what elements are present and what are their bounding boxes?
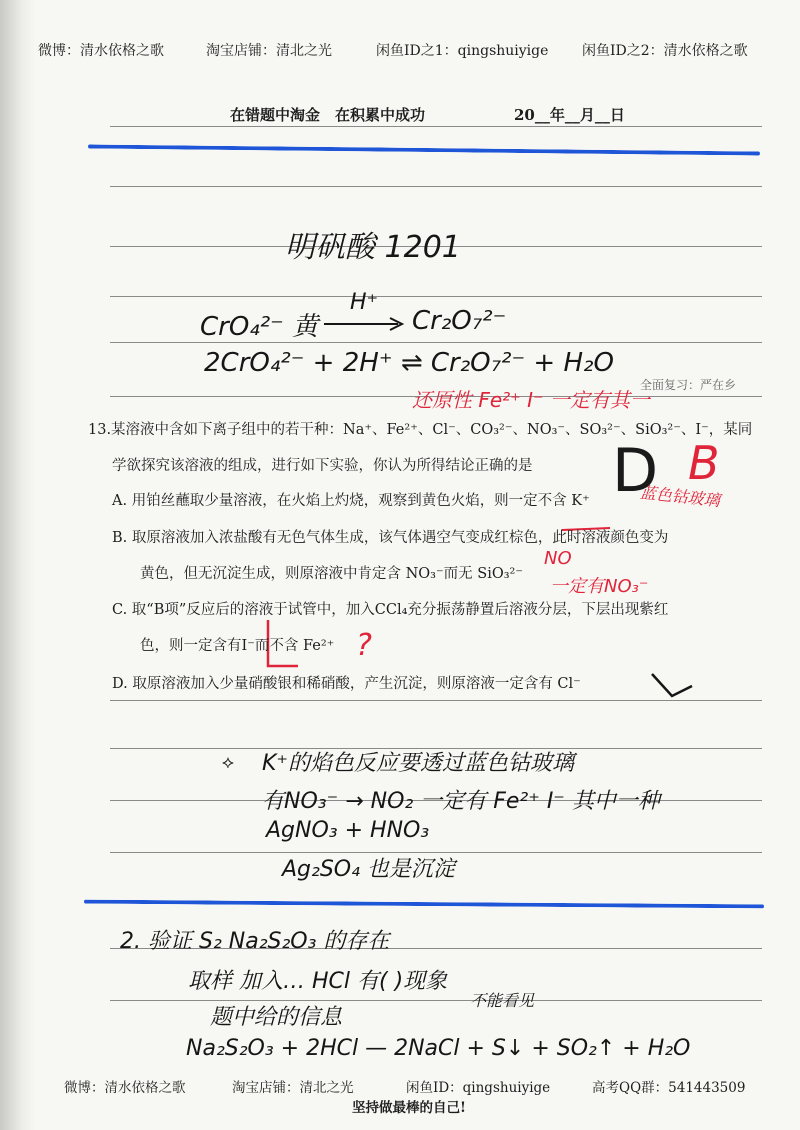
option-b-line-2: 黄色，但无沉淀生成，则原溶液中肯定含 NO₃⁻而无 SiO₃²⁻ (140, 566, 523, 582)
side-note: 全面复习：严在乡 (640, 378, 737, 392)
note-bottom-line-2: 取样 加入… HCl 有( )现象 (188, 969, 448, 994)
rule-line (110, 1000, 762, 1001)
blue-pen-divider (84, 900, 764, 909)
marker-icon: ⟡ (222, 752, 234, 773)
option-c-line-2: 色，则一定含有I⁻而不含 Fe²⁺ (140, 638, 335, 654)
red-note-reducing: 还原性 Fe²⁺ I⁻ 一定有其一 (412, 388, 650, 412)
date-field: 20__年__月__日 (514, 106, 625, 124)
header-xianyu1: 闲鱼ID之1：qingshuiyige (376, 43, 549, 59)
red-answer-b: B (688, 436, 720, 490)
rule-line (110, 126, 762, 127)
note-middle-line-2: 有NO₃⁻ → NO₂ 一定有 Fe²⁺ I⁻ 其中一种 (262, 789, 660, 814)
note-bottom-line-1: 2. 验证 S₂ Na₂S₂O₃ 的存在 (120, 929, 390, 954)
header-weibo: 微博：清水依格之歌 (38, 43, 164, 59)
note-middle-line-1: K⁺的焰色反应要透过蓝色钴玻璃 (262, 751, 575, 776)
handwritten-title: 明矾酸 1201 (285, 230, 461, 265)
note-middle-line-3: AgNO₃ + HNO₃ (266, 818, 430, 843)
check-mark-icon (648, 668, 696, 704)
footer-weibo: 微博：清水依格之歌 (64, 1080, 186, 1096)
option-b-line-1: B. 取原溶液加入浓盐酸有无色气体生成，该气体遇空气变成红棕色，此时溶液颜色变为 (112, 530, 669, 546)
handwritten-answer-d: D (612, 436, 659, 506)
note-bottom-line-3: 题中给的信息 (210, 1005, 343, 1030)
footer-xianyu: 闲鱼ID：qingshuiyige (406, 1080, 551, 1096)
question-stem-line-1: 13.某溶液中含如下离子组中的若干种：Na⁺、Fe²⁺、Cl⁻、CO₃²⁻、NO₃⁻、SO₃²⁻、SiO₃²⁻、I⁻，某同 (88, 422, 753, 438)
option-d: D. 取原溶液加入少量硝酸银和稀硝酸，产生沉淀，则原溶液一定含有 Cl⁻ (112, 676, 581, 692)
header-xianyu2: 闲鱼ID之2：清水依格之歌 (582, 43, 748, 59)
red-note-no: NO (544, 548, 572, 569)
footer-slogan: 坚持做最棒的自己! (352, 1100, 466, 1116)
header-taobao: 淘宝店铺：清北之光 (206, 43, 332, 59)
rule-line (110, 296, 762, 297)
footer-taobao: 淘宝店铺：清北之光 (232, 1080, 354, 1096)
arrow-icon (322, 316, 408, 332)
question-stem-line-2: 学欲探究该溶液的组成，进行如下实验，你认为所得结论正确的是 (112, 458, 533, 474)
option-c-line-1: C. 取“B项”反应后的溶液于试管中，加入CCl₄充分振荡静置后溶液分层，下层出现紫红 (112, 602, 669, 618)
equation-2: 2CrO₄²⁻ + 2H⁺ ⇌ Cr₂O₇²⁻ + H₂O (204, 348, 614, 378)
footer-qq: 高考QQ群：541443509 (592, 1080, 746, 1096)
red-note-must-have-no3: 一定有NO₃⁻ (550, 576, 649, 597)
motto: 在错题中淘金 在积累中成功 (230, 106, 426, 124)
note-bottom-aside: 不能看见 (470, 991, 535, 1010)
equation-1-arrow-label: H⁺ (350, 290, 379, 315)
equation-1-left: CrO₄²⁻ 黄 (200, 312, 319, 342)
page-binding-shadow (0, 0, 36, 1130)
note-middle-line-4: Ag₂SO₄ 也是沉淀 (282, 857, 455, 882)
red-note-cobalt-glass: 蓝色钴玻璃 (639, 482, 721, 511)
option-a: A. 用铂丝蘸取少量溶液，在火焰上灼烧，观察到黄色火焰，则一定不含 K⁺ (112, 493, 590, 509)
red-question-mark: ? (356, 628, 372, 663)
note-bottom-line-4: Na₂S₂O₃ + 2HCl — 2NaCl + S↓ + SO₂↑ + H₂O (186, 1036, 691, 1061)
blue-pen-divider (88, 144, 760, 155)
rule-line (110, 186, 762, 187)
equation-1-right: Cr₂O₇²⁻ (412, 306, 507, 336)
